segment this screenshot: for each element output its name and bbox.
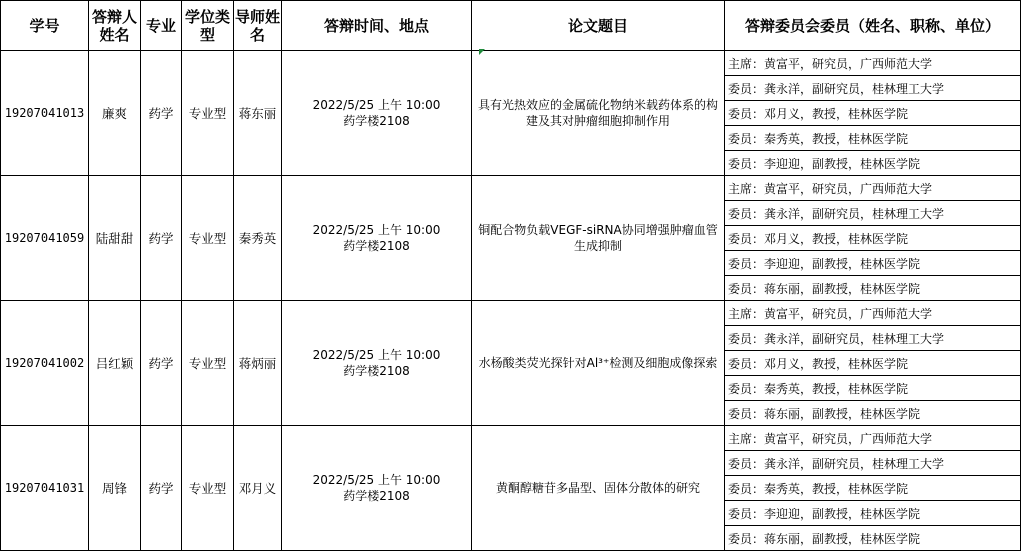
time-place-cell[interactable] xyxy=(282,176,472,301)
header-advisor: 导师姓名 xyxy=(234,1,282,51)
header-committee: 答辩委员会委员（姓名、职称、单位） xyxy=(725,1,1021,51)
committee-member-cell[interactable]: 委员：龚永洋，副研究员，桂林理工大学 xyxy=(725,201,1021,226)
student-id-cell[interactable]: 19207041002 xyxy=(1,301,89,426)
time-place-cell[interactable] xyxy=(282,301,472,426)
committee-member-cell[interactable]: 委员：蒋东丽，副教授，桂林医学院 xyxy=(725,526,1021,551)
committee-member-cell[interactable]: 委员：李迎迎，副教授，桂林医学院 xyxy=(725,501,1021,526)
major-cell[interactable]: 药学 xyxy=(141,301,182,426)
header-degree-type: 学位类型 xyxy=(182,1,234,51)
major-cell[interactable]: 药学 xyxy=(141,51,182,176)
defense-time: 2022/5/25 上午 10:00 xyxy=(312,473,441,487)
comment-indicator-icon xyxy=(479,49,485,55)
advisor-cell[interactable]: 邓月义 xyxy=(234,426,282,551)
student-name-cell[interactable]: 吕红颖 xyxy=(89,301,141,426)
thesis-title-cell[interactable]: 水杨酸类荧光探针对Al³⁺检测及细胞成像探索 xyxy=(472,301,725,426)
table-row xyxy=(1,51,1021,76)
header-time-place: 答辩时间、地点 xyxy=(282,1,472,51)
thesis-title-cell[interactable]: 铜配合物负载VEGF-siRNA协同增强肿瘤血管生成抑制 xyxy=(472,176,725,301)
advisor-cell[interactable]: 蒋炳丽 xyxy=(234,301,282,426)
degree-type-cell[interactable]: 专业型 xyxy=(182,426,234,551)
student-id-cell[interactable]: 19207041013 xyxy=(1,51,89,176)
major-cell[interactable]: 药学 xyxy=(141,176,182,301)
table-row xyxy=(1,176,1021,201)
header-row xyxy=(1,1,1021,51)
student-id-cell[interactable]: 19207041059 xyxy=(1,176,89,301)
defense-place: 药学楼2108 xyxy=(343,114,410,128)
student-name-cell[interactable]: 周锋 xyxy=(89,426,141,551)
committee-member-cell[interactable]: 委员：邓月义，教授，桂林医学院 xyxy=(725,351,1021,376)
committee-member-cell[interactable]: 委员：邓月义，教授，桂林医学院 xyxy=(725,226,1021,251)
header-major: 专业 xyxy=(141,1,182,51)
committee-member-cell[interactable]: 主席：黄富平，研究员，广西师范大学 xyxy=(725,301,1021,326)
committee-member-cell[interactable]: 委员：李迎迎，副教授，桂林医学院 xyxy=(725,251,1021,276)
defense-place: 药学楼2108 xyxy=(343,364,410,378)
time-place-cell[interactable] xyxy=(282,426,472,551)
advisor-cell[interactable]: 秦秀英 xyxy=(234,176,282,301)
thesis-title-cell[interactable]: 黄酮醇糖苷多晶型、固体分散体的研究 xyxy=(472,426,725,551)
table-row xyxy=(1,301,1021,326)
committee-member-cell[interactable]: 委员：秦秀英，教授，桂林医学院 xyxy=(725,126,1021,151)
header-student-name: 答辩人姓名 xyxy=(89,1,141,51)
defense-time: 2022/5/25 上午 10:00 xyxy=(312,98,441,112)
student-name-cell[interactable]: 陆甜甜 xyxy=(89,176,141,301)
committee-member-cell[interactable]: 委员：蒋东丽，副教授，桂林医学院 xyxy=(725,276,1021,301)
header-student-id: 学号 xyxy=(1,1,89,51)
table-body xyxy=(1,51,1021,551)
committee-member-cell[interactable]: 委员：蒋东丽，副教授，桂林医学院 xyxy=(725,401,1021,426)
header-thesis-title: 论文题目 xyxy=(472,1,725,51)
committee-member-cell[interactable]: 委员：龚永洋，副研究员，桂林理工大学 xyxy=(725,76,1021,101)
defense-place: 药学楼2108 xyxy=(343,239,410,253)
advisor-cell[interactable]: 蒋东丽 xyxy=(234,51,282,176)
defense-time: 2022/5/25 上午 10:00 xyxy=(312,348,441,362)
committee-member-cell[interactable]: 主席：黄富平，研究员，广西师范大学 xyxy=(725,426,1021,451)
committee-member-cell[interactable]: 主席：黄富平，研究员，广西师范大学 xyxy=(725,51,1021,76)
time-place-cell[interactable] xyxy=(282,51,472,176)
major-cell[interactable]: 药学 xyxy=(141,426,182,551)
thesis-title-cell[interactable]: 具有光热效应的金属硫化物纳米载药体系的构建及其对肿瘤细胞抑制作用 xyxy=(472,51,725,176)
degree-type-cell[interactable]: 专业型 xyxy=(182,51,234,176)
defense-place: 药学楼2108 xyxy=(343,489,410,503)
table-row xyxy=(1,426,1021,451)
committee-member-cell[interactable]: 委员：李迎迎，副教授，桂林医学院 xyxy=(725,151,1021,176)
student-name-cell[interactable]: 廉爽 xyxy=(89,51,141,176)
committee-member-cell[interactable]: 委员：龚永洋，副研究员，桂林理工大学 xyxy=(725,451,1021,476)
student-id-cell[interactable]: 19207041031 xyxy=(1,426,89,551)
committee-member-cell[interactable]: 委员：龚永洋，副研究员，桂林理工大学 xyxy=(725,326,1021,351)
degree-type-cell[interactable]: 专业型 xyxy=(182,176,234,301)
degree-type-cell[interactable]: 专业型 xyxy=(182,301,234,426)
committee-member-cell[interactable]: 主席：黄富平，研究员，广西师范大学 xyxy=(725,176,1021,201)
committee-member-cell[interactable]: 委员：秦秀英，教授，桂林医学院 xyxy=(725,376,1021,401)
committee-member-cell[interactable]: 委员：秦秀英，教授，桂林医学院 xyxy=(725,476,1021,501)
defense-time: 2022/5/25 上午 10:00 xyxy=(312,223,441,237)
committee-member-cell[interactable]: 委员：邓月义，教授，桂林医学院 xyxy=(725,101,1021,126)
